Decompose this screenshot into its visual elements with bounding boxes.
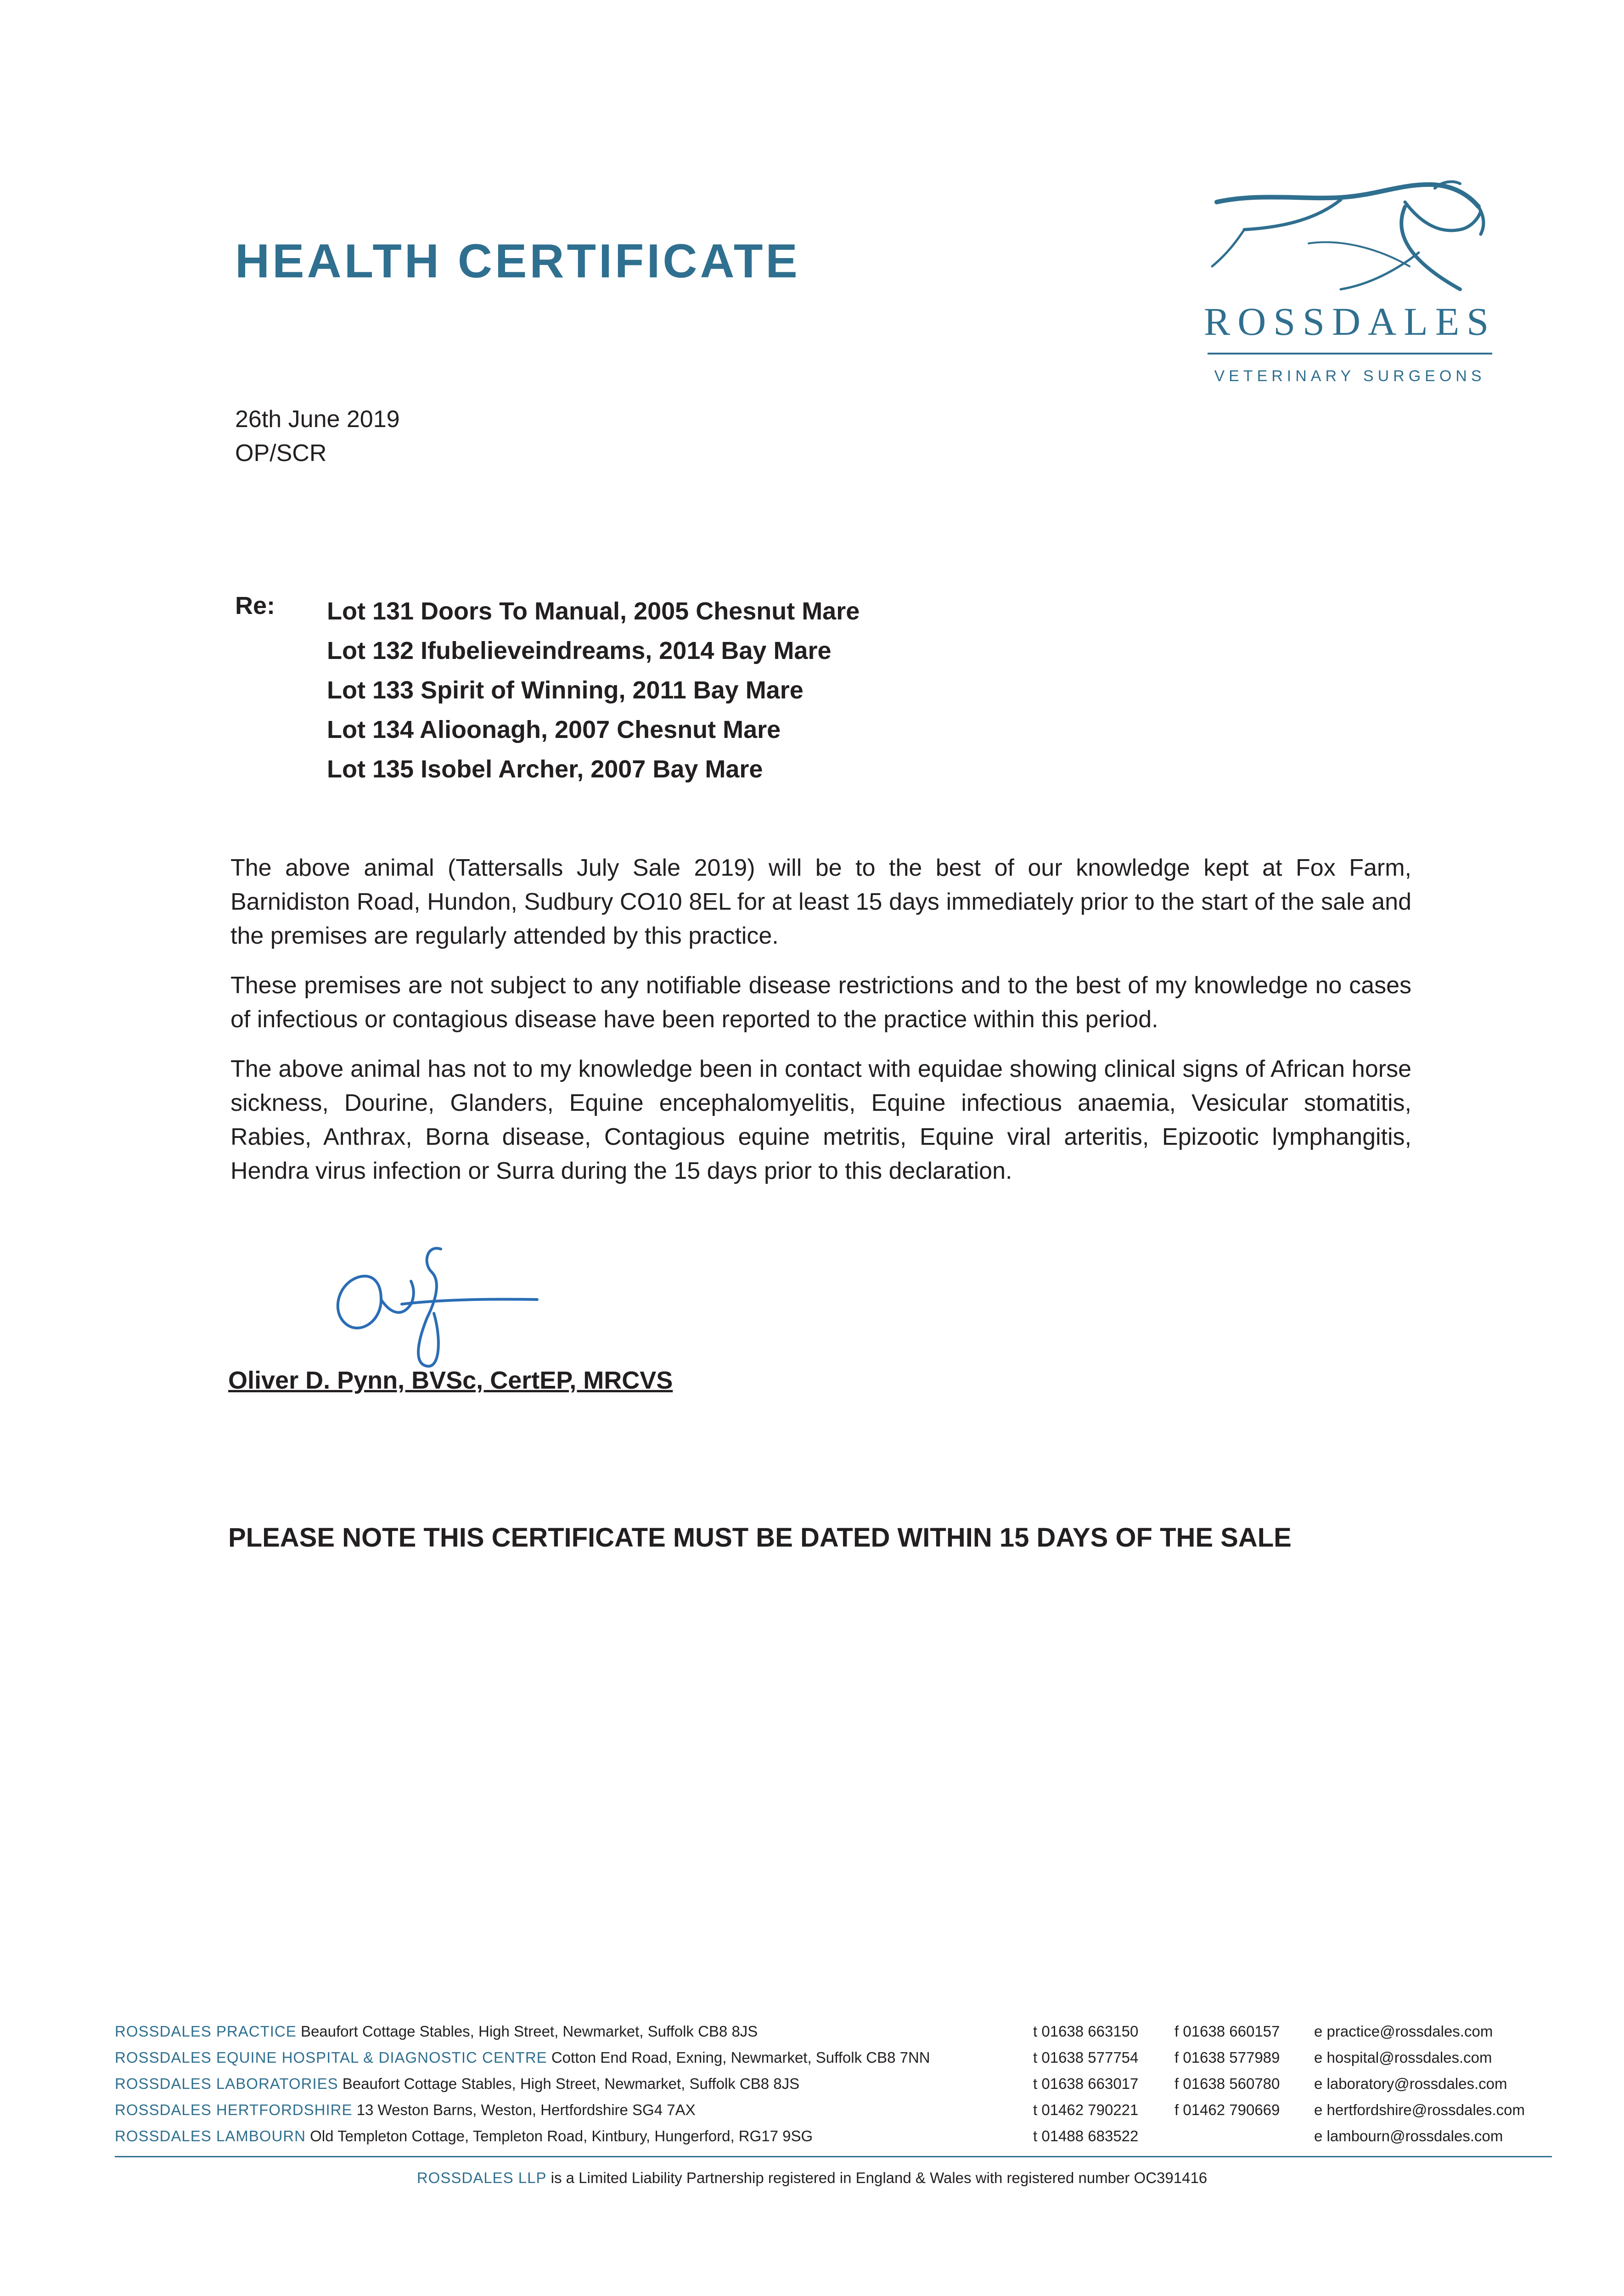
office-fax: f 01638 660157	[1174, 2023, 1280, 2040]
body-paragraph: The above animal has not to my knowledge been in contact with equidae showing clinical signs of African horse sickness, Dourine, Glanders, Equine encephalomyelitis, Equine infectious anaemia, Vesicular stomatitis, Rabies, Anthrax, Borna disease, Contagious equine metritis, Equine viral arteritis, Epizootic lymphangitis, Hendra virus infection or Surra during the 15 days prior to this declaration.	[230, 1056, 1411, 1184]
office-address: Cotton End Road, Exning, Newmarket, Suffolk CB8 7NN	[551, 2049, 930, 2066]
office-address: Beaufort Cottage Stables, High Street, Newmarket, Suffolk CB8 8JS	[342, 2075, 800, 2092]
signature-icon	[321, 1231, 560, 1378]
office-email[interactable]: e hospital@rossdales.com	[1314, 2049, 1492, 2066]
office-tel: t 01462 790221	[1033, 2101, 1139, 2118]
office-name: ROSSDALES PRACTICE	[115, 2023, 297, 2040]
llp-name: ROSSDALES LLP	[416, 2169, 547, 2186]
office-address: 13 Weston Barns, Weston, Hertfordshire SG4 7AX	[356, 2101, 696, 2118]
office-address: Beaufort Cottage Stables, High Street, Newmarket, Suffolk CB8 8JS	[300, 2023, 758, 2040]
brand-divider	[1208, 353, 1492, 355]
office-email[interactable]: e lambourn@rossdales.com	[1314, 2127, 1503, 2144]
certificate-body	[230, 851, 1411, 1204]
office-fax: f 01638 560780	[1174, 2075, 1280, 2092]
office-email[interactable]: e hertfordshire@rossdales.com	[1314, 2101, 1525, 2118]
brand-tagline: VETERINARY SURGEONS	[1214, 367, 1486, 385]
office-tel: t 01638 663017	[1033, 2075, 1139, 2092]
reference-code: OP/SCR	[235, 440, 327, 467]
lot-item: Lot 135 Isobel Archer, 2007 Bay Mare	[327, 755, 763, 783]
office-fax: f 01638 577989	[1174, 2049, 1280, 2066]
office-tel: t 01638 663150	[1033, 2023, 1139, 2040]
llp-note: is a Limited Liability Partnership registered in England & Wales with registered number OC391416	[551, 2169, 1208, 2186]
lot-item: Lot 134 Alioonagh, 2007 Chesnut Mare	[327, 716, 781, 743]
office-row	[115, 2049, 1552, 2075]
horse-logo-icon	[1203, 174, 1497, 303]
office-row	[115, 2023, 1552, 2049]
llp-registration	[0, 2169, 1624, 2187]
office-name: ROSSDALES LABORATORIES	[115, 2075, 338, 2092]
page-title: HEALTH CERTIFICATE	[235, 235, 800, 288]
office-row	[115, 2127, 1552, 2154]
body-paragraph: The above animal (Tattersalls July Sale 2019) will be to the best of our knowledge kept at Fox Farm, Barnidiston Road, Hundon, Sudbury CO10 8EL for at least 15 days immediately prior to the start of the sale and the premises are regularly attended by this practice.	[230, 855, 1411, 949]
office-name: ROSSDALES LAMBOURN	[115, 2127, 306, 2144]
reference-block	[235, 402, 400, 470]
office-tel: t 01488 683522	[1033, 2127, 1139, 2144]
body-paragraph: These premises are not subject to any notifiable disease restrictions and to the best of my knowledge no cases of infectious or contagious disease have been reported to the practice within this period.	[230, 972, 1411, 1033]
signatory-name: Oliver D. Pynn, BVSc, CertEP, MRCVS	[228, 1367, 673, 1394]
lot-item: Lot 131 Doors To Manual, 2005 Chesnut Mare	[327, 597, 860, 625]
lot-item: Lot 133 Spirit of Winning, 2011 Bay Mare	[327, 676, 804, 704]
office-name: ROSSDALES EQUINE HOSPITAL & DIAGNOSTIC CENTRE	[115, 2049, 547, 2066]
office-email[interactable]: e laboratory@rossdales.com	[1314, 2075, 1507, 2092]
footer-divider	[115, 2156, 1552, 2157]
validity-notice: PLEASE NOTE THIS CERTIFICATE MUST BE DATED WITHIN 15 DAYS OF THE SALE	[228, 1523, 1292, 1553]
office-row	[115, 2075, 1552, 2101]
letter-date: 26th June 2019	[235, 406, 400, 433]
brand-name: ROSSDALES	[1203, 299, 1496, 343]
re-label: Re:	[235, 592, 275, 619]
office-email[interactable]: e practice@rossdales.com	[1314, 2023, 1493, 2040]
office-name: ROSSDALES HERTFORDSHIRE	[115, 2101, 353, 2118]
office-row	[115, 2101, 1552, 2127]
office-address: Old Templeton Cottage, Templeton Road, Kintbury, Hungerford, RG17 9SG	[310, 2127, 813, 2144]
office-fax: f 01462 790669	[1174, 2101, 1280, 2118]
footer-offices	[115, 2023, 1552, 2154]
office-tel: t 01638 577754	[1033, 2049, 1139, 2066]
lot-list	[327, 591, 860, 789]
lot-item: Lot 132 Ifubelieveindreams, 2014 Bay Mare	[327, 637, 832, 664]
